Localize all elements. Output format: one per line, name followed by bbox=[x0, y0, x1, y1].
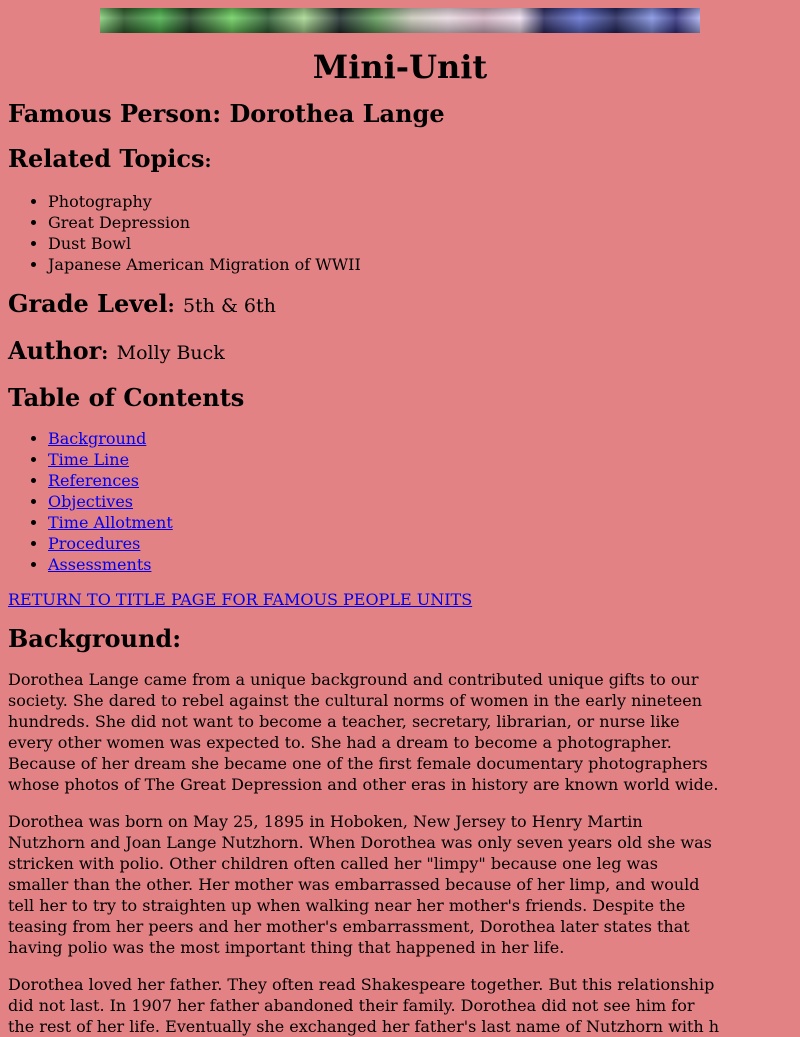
toc-item bbox=[48, 428, 792, 449]
grade-level-heading bbox=[8, 289, 792, 321]
toc-item bbox=[48, 554, 792, 575]
toc-link-background[interactable]: Background bbox=[48, 429, 147, 448]
toc-item bbox=[48, 533, 792, 554]
text-line: society. She dared to rebel against the cultural norms of women in the early nineteen bbox=[8, 691, 703, 710]
toc-link-assessments[interactable]: Assessments bbox=[48, 555, 152, 574]
text-line: tell her to try to straighten up when walking near her mother's friends. Despite the bbox=[8, 896, 686, 915]
page-title: Mini-Unit bbox=[312, 48, 488, 86]
topic-item: • Great Depression bbox=[48, 212, 792, 233]
text-line: did not last. In 1907 her father abandoned their family. Dorothea did not see him for bbox=[8, 996, 695, 1015]
author-value: Molly Buck bbox=[116, 342, 225, 364]
toc-link-time-allotment[interactable]: Time Allotment bbox=[48, 513, 173, 532]
text-line: teasing from her peers and her mother's embarrassment, Dorothea later states that bbox=[8, 917, 690, 936]
text-line: hundreds. She did not want to become a teacher, secretary, librarian, or nurse like bbox=[8, 712, 680, 731]
text-line: Nutzhorn and Joan Lange Nutzhorn. When Dorothea was only seven years old she was bbox=[8, 833, 712, 852]
toc-link-objectives[interactable]: Objectives bbox=[48, 492, 134, 511]
text-line: Because of her dream she became one of the first female documentary photographers bbox=[8, 754, 708, 773]
banner-container bbox=[8, 0, 792, 33]
toc-item bbox=[48, 512, 792, 533]
toc-item bbox=[48, 470, 792, 491]
background-heading: Background: bbox=[8, 624, 182, 653]
grade-level-value: 5th & 6th bbox=[182, 295, 276, 317]
decorative-banner-image bbox=[100, 8, 700, 33]
topic-item: • Photography bbox=[48, 191, 792, 212]
text-line: every other women was expected to. She had a dream to become a photographer. bbox=[8, 733, 672, 752]
text-line: the rest of her life. Eventually she exchanged her father's last name of Nutzhorn with h bbox=[8, 1017, 720, 1036]
related-topics-list bbox=[8, 191, 792, 275]
background-paragraph-1 bbox=[8, 669, 792, 795]
famous-person-heading: Famous Person: Dorothea Lange bbox=[8, 99, 445, 128]
text-line: stricken with polio. Other children often called her "limpy" because one leg was bbox=[8, 854, 658, 873]
text-line: having polio was the most important thing that happened in her life. bbox=[8, 938, 565, 957]
toc-heading: Table of Contents bbox=[8, 383, 245, 412]
background-paragraph-3 bbox=[8, 974, 792, 1037]
topic-item: • Japanese American Migration of WWII bbox=[48, 254, 792, 275]
toc-item bbox=[48, 449, 792, 470]
author-label: Author bbox=[8, 336, 102, 365]
colon: : bbox=[167, 295, 175, 317]
colon: : bbox=[204, 150, 212, 172]
topic-item: • Dust Bowl bbox=[48, 233, 792, 254]
grade-level-label: Grade Level bbox=[8, 289, 168, 318]
background-paragraph-2 bbox=[8, 811, 792, 958]
text-line: Dorothea loved her father. They often read Shakespeare together. But this relationship bbox=[8, 975, 715, 994]
author-heading bbox=[8, 336, 792, 368]
return-to-title-page-link[interactable]: RETURN TO TITLE PAGE FOR FAMOUS PEOPLE UNITS bbox=[8, 590, 473, 609]
text-line: smaller than the other. Her mother was embarrassed because of her limp, and would bbox=[8, 875, 700, 894]
toc-list bbox=[8, 428, 792, 575]
toc-link-time-line[interactable]: Time Line bbox=[48, 450, 130, 469]
text-line: Dorothea Lange came from a unique background and contributed unique gifts to our bbox=[8, 670, 699, 689]
text-line: whose photos of The Great Depression and other eras in history are known world wide. bbox=[8, 775, 719, 794]
related-topics-label: Related Topics bbox=[8, 144, 205, 173]
colon: : bbox=[101, 342, 109, 364]
toc-link-procedures[interactable]: Procedures bbox=[48, 534, 141, 553]
related-topics-heading bbox=[8, 144, 792, 176]
text-line: Dorothea was born on May 25, 1895 in Hoboken, New Jersey to Henry Martin bbox=[8, 812, 643, 831]
toc-item bbox=[48, 491, 792, 512]
toc-link-references[interactable]: References bbox=[48, 471, 139, 490]
